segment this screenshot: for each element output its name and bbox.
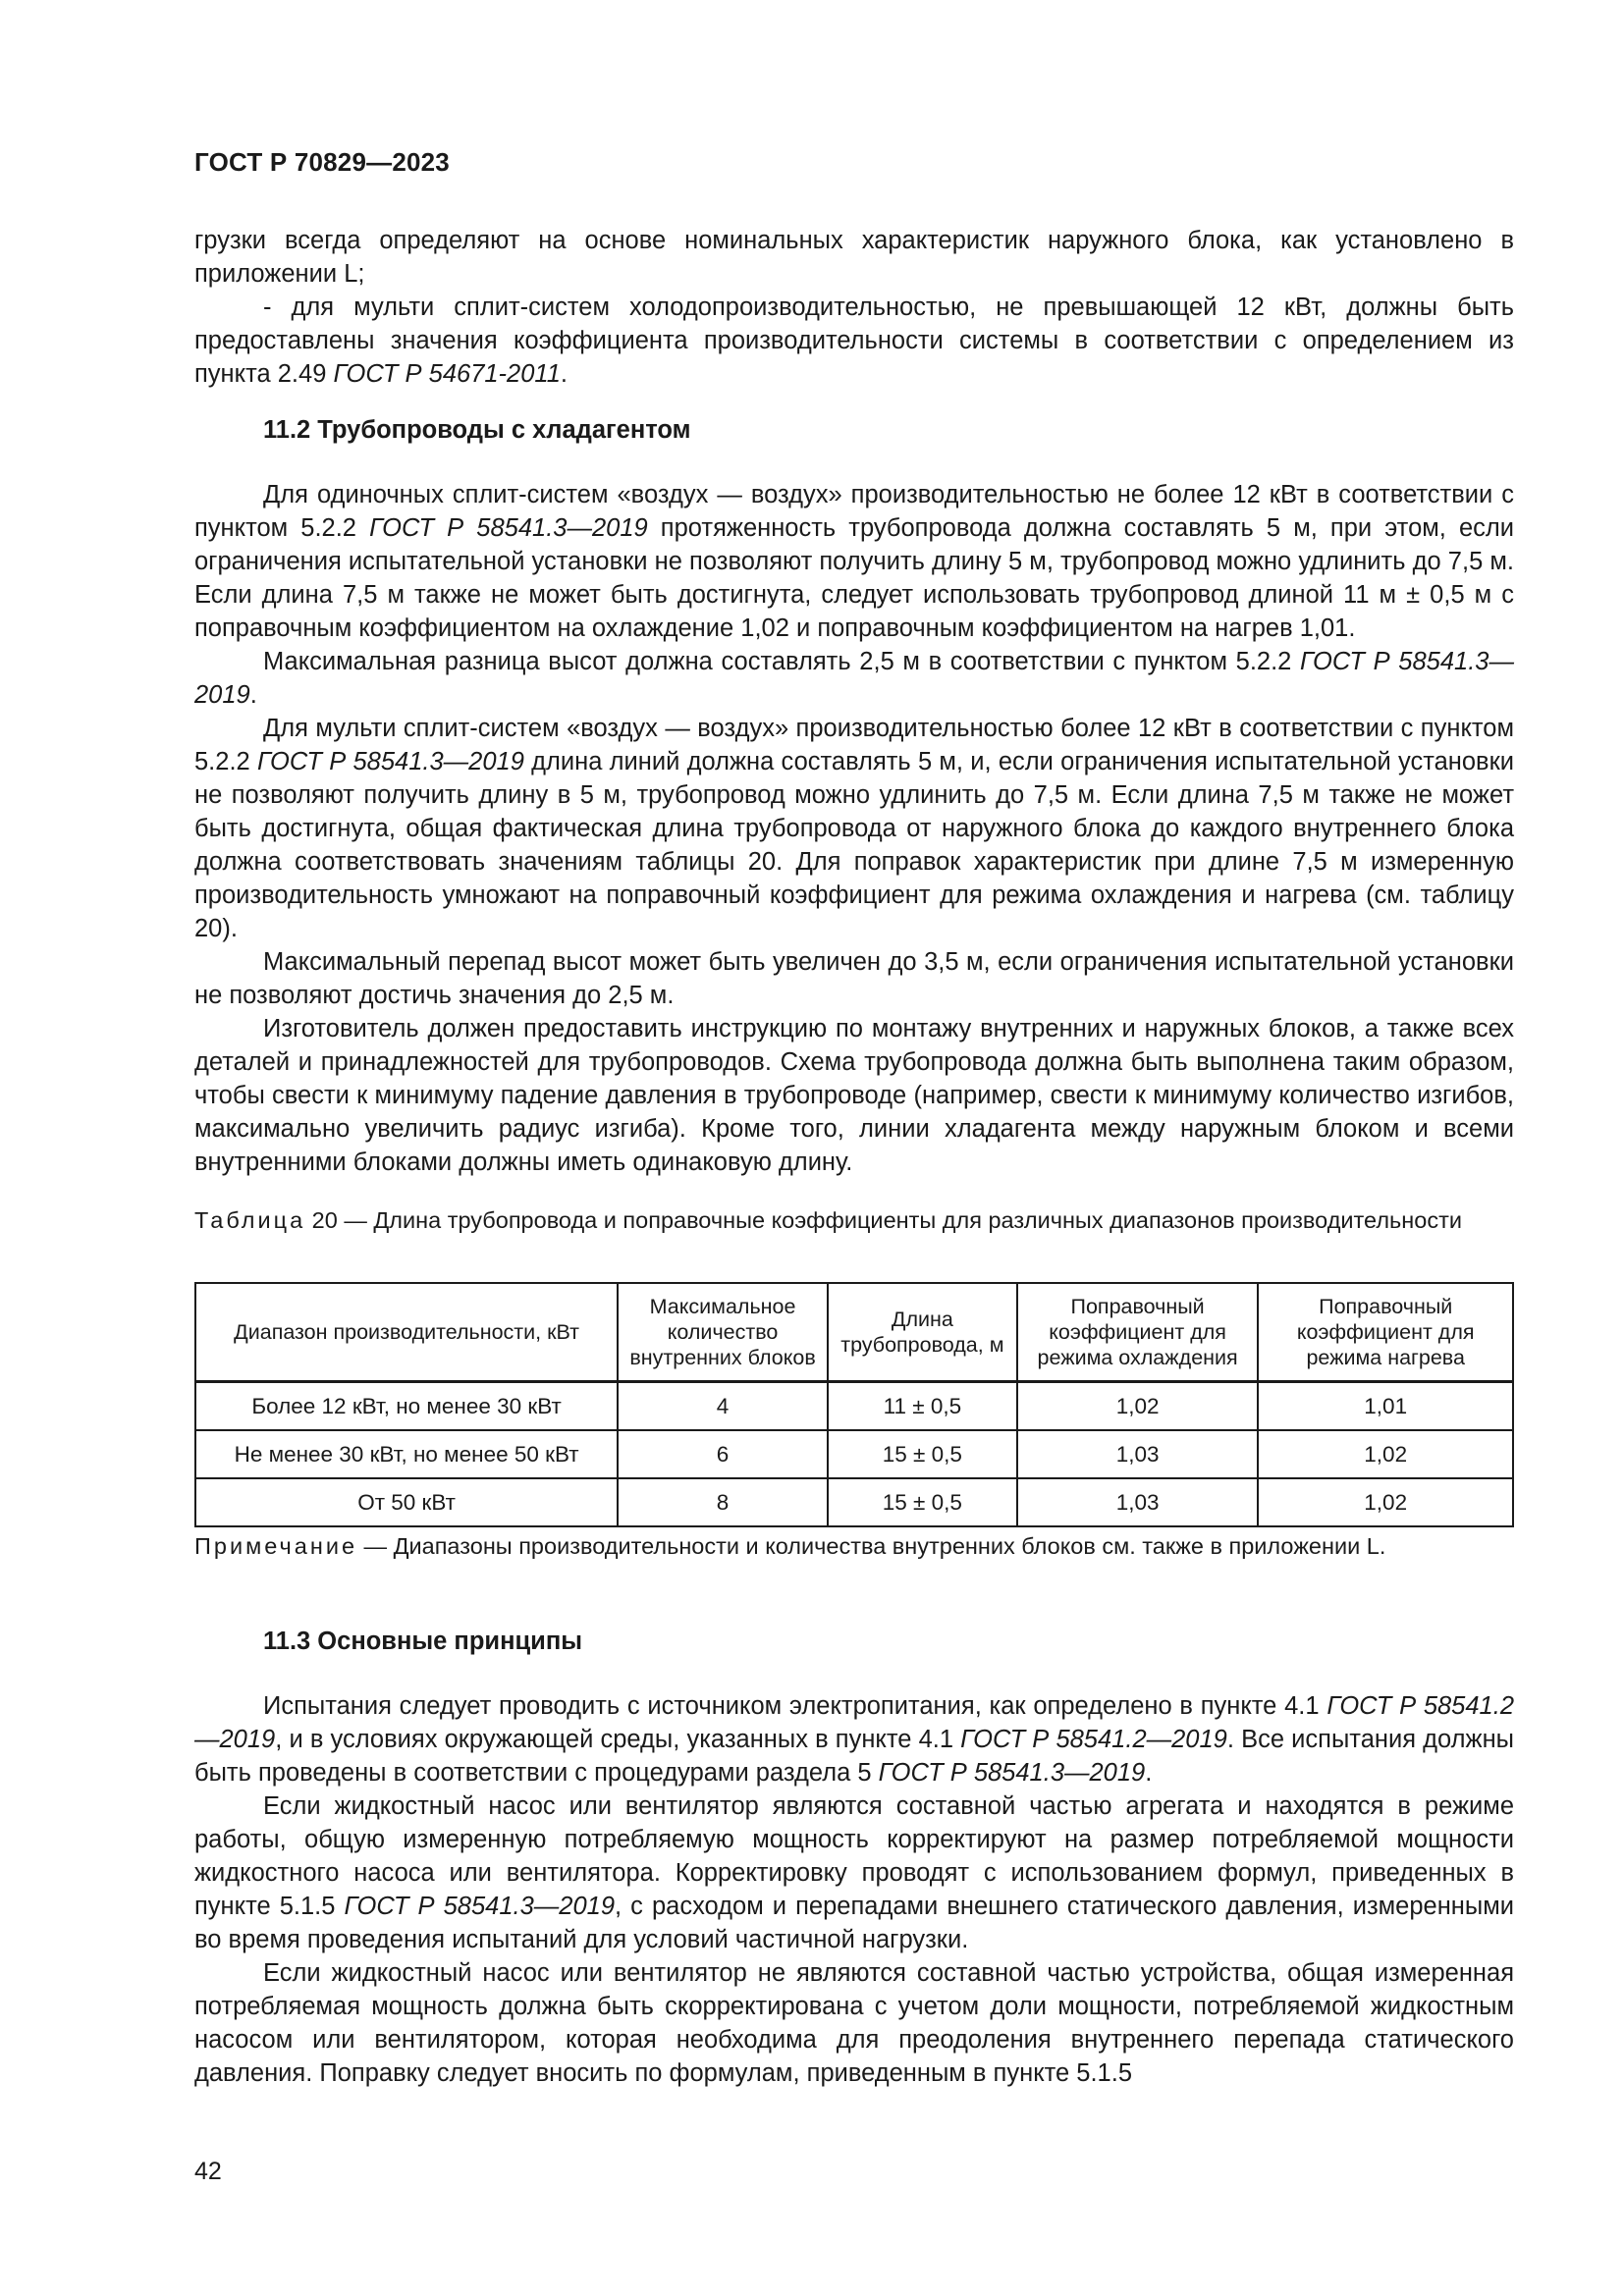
section-heading: 11.3 Основные принципы [263, 1628, 583, 1655]
text-span: протяженность трубопровода должна составлять 5 м, при этом, если ограничения испытательной установки не позволяют получить длину 5 м, трубопровод можно удлинить до 7,5 м. Если длина 7,5 м также не может быть достигнута, следует использовать трубопровод длиной 11 м ± 0,5 м с поправочным коэффициентом на охлаждение 1,02 и поправочным коэффициентом на нагрев 1,01. [194, 514, 1515, 642]
column-header: Длина трубопровода, м [828, 1283, 1017, 1382]
text-block-intro [194, 224, 1514, 391]
column-header: Поправочный коэффициент для режима охлаждения [1017, 1283, 1259, 1382]
table-cell: От 50 кВт [195, 1478, 618, 1526]
paragraph [194, 478, 1514, 645]
table-caption-label: Таблица [194, 1207, 306, 1233]
standard-reference: ГОСТ Р 58541.3—2019 [194, 648, 1514, 709]
column-header: Поправочный коэффициент для режима нагрева [1258, 1283, 1513, 1382]
section-heading: 11.2 Трубопроводы с хладагентом [263, 416, 691, 444]
table-cell: 4 [618, 1382, 828, 1431]
table-cell: 1,03 [1017, 1478, 1259, 1526]
standard-reference: ГОСТ Р 58541.3—2019 [369, 514, 648, 542]
standard-reference: ГОСТ Р 58541.2—2019 [960, 1726, 1227, 1753]
table-cell: 15 ± 0,5 [828, 1430, 1017, 1478]
column-header: Максимальное количество внутренних блоков [618, 1283, 828, 1382]
text-span: . [249, 681, 257, 709]
paragraph: Максимальный перепад высот может быть увеличен до 3,5 м, если ограничения испытательной установки не позволяют достичь значения до 2,5 м. [194, 948, 1514, 1009]
text-span: . Все испытания должны быть проведены в соответствии с процедурами раздела 5 [194, 1726, 1514, 1787]
standard-reference: ГОСТ Р 58541.3—2019 [344, 1893, 616, 1920]
document-header: ГОСТ Р 70829—2023 [194, 147, 450, 177]
table-cell: 6 [618, 1430, 828, 1478]
paragraph: Если жидкостный насос или вентилятор не являются составной частью устройства, общая измеренная потребляемая мощность должна быть скорректирована с учетом доли мощности, потребляемой жидкостным насосом или вентилятором, которая необходима для преодоления внутреннего перепада статического давления. Поправку следует вносить по формулам, приведенным в пункте 5.1.5 [194, 1959, 1514, 2087]
section-11-2 [194, 413, 1514, 1179]
note-text: — Диапазоны производительности и количества внутренних блоков см. также в приложении L. [357, 1533, 1386, 1559]
section-11-3 [194, 1625, 1514, 2090]
text-span: , с расходом и перепадами внешнего статического давления, измеренными во время проведения испытаний для условий частичной нагрузки. [194, 1893, 1514, 1953]
table-row [195, 1430, 1513, 1478]
table-cell: 15 ± 0,5 [828, 1478, 1017, 1526]
text-span: Для одиночных сплит-систем «воздух — воздух» производительностью не более 12 кВт в соответствии с пунктом 5.2.2 [194, 481, 1514, 542]
table-20 [194, 1282, 1514, 1527]
text-span: , и в условиях окружающей среды, указанных в пункте 4.1 [275, 1726, 961, 1753]
paragraph [194, 1789, 1514, 1956]
table-caption [194, 1205, 1514, 1235]
paragraph-continuation: грузки всегда определяют на основе номинальных характеристик наружного блока, как установлено в приложении L; [194, 227, 1514, 288]
standard-reference: ГОСТ Р 58541.3—2019 [256, 748, 524, 775]
table-cell: 1,02 [1017, 1382, 1259, 1431]
paragraph [194, 645, 1514, 712]
table-row [195, 1478, 1513, 1526]
table-cell: 8 [618, 1478, 828, 1526]
text-span: - для мульти сплит-систем холодопроизводительностью, не превышающей 12 кВт, должны быть предоставлены значения коэффициента производительности системы в соответствии с определением из пункта 2.49 [194, 294, 1514, 388]
table-cell: 11 ± 0,5 [828, 1382, 1017, 1431]
text-span: Если жидкостный насос или вентилятор являются составной частью агрегата и находятся в режиме работы, общую измеренную потребляемую мощность корректируют на размер потребляемой мощности жидкостного насоса или вентилятора. Корректировку проводят с использованием формул, приведенных в пункте 5.1.5 [194, 1792, 1514, 1920]
table-row [195, 1382, 1513, 1431]
standard-reference: ГОСТ Р 54671-2011 [333, 360, 561, 388]
note-label: Примечание [194, 1533, 358, 1559]
table-cell: Не менее 30 кВт, но менее 50 кВт [195, 1430, 618, 1478]
table-cell: 1,01 [1258, 1382, 1513, 1431]
paragraph-multi-split [194, 291, 1514, 391]
text-span: . [560, 360, 568, 388]
paragraph [194, 1689, 1514, 1789]
table-note [194, 1531, 1514, 1561]
table-header-row [195, 1283, 1513, 1382]
table-cell: 1,03 [1017, 1430, 1259, 1478]
standard-reference: ГОСТ Р 58541.2—2019 [194, 1692, 1514, 1753]
text-span: Испытания следует проводить с источником электропитания, как определено в пункте 4.1 [263, 1692, 1327, 1720]
paragraph: Изготовитель должен предоставить инструкцию по монтажу внутренних и наружных блоков, а также всех деталей и принадлежностей для трубопроводов. Схема трубопровода должна быть выполнена таким образом, чтобы свести к минимуму падение давления в трубопроводе (например, свести к минимуму количество изгибов, максимально увеличить радиус изгиба). Кроме того, линии хладагента между наружным блоком и всеми внутренними блоками должны иметь одинаковую длину. [194, 1015, 1514, 1176]
standard-reference: ГОСТ Р 58541.3—2019 [878, 1759, 1146, 1787]
table-caption-text: 20 — Длина трубопровода и поправочные коэффициенты для различных диапазонов производительности [305, 1207, 1462, 1233]
column-header: Диапазон производительности, кВт [195, 1283, 618, 1382]
page-number: 42 [194, 2158, 222, 2185]
table-cell: 1,02 [1258, 1430, 1513, 1478]
text-span: длина линий должна составлять 5 м, и, если ограничения испытательной установки не позволяют получить длину в 5 м, трубопровод можно удлинить до 7,5 м. Если длина 7,5 м также не может быть достигнута, общая фактическая длина трубопровода от наружного блока до каждого внутреннего блока должна соответствовать значениям таблицы 20. Для поправок характеристик при длине 7,5 м измеренную производительность умножают на поправочный коэффициент для режима охлаждения и нагрева (см. таблицу 20). [194, 748, 1514, 942]
text-span: . [1145, 1759, 1153, 1787]
paragraph [194, 712, 1514, 945]
table-cell: Более 12 кВт, но менее 30 кВт [195, 1382, 618, 1431]
table-cell: 1,02 [1258, 1478, 1513, 1526]
text-span: Максимальная разница высот должна составлять 2,5 м в соответствии с пунктом 5.2.2 [263, 648, 1300, 675]
text-span: Для мульти сплит-систем «воздух — воздух» производительностью более 12 кВт в соответствии с пунктом 5.2.2 [194, 715, 1514, 775]
